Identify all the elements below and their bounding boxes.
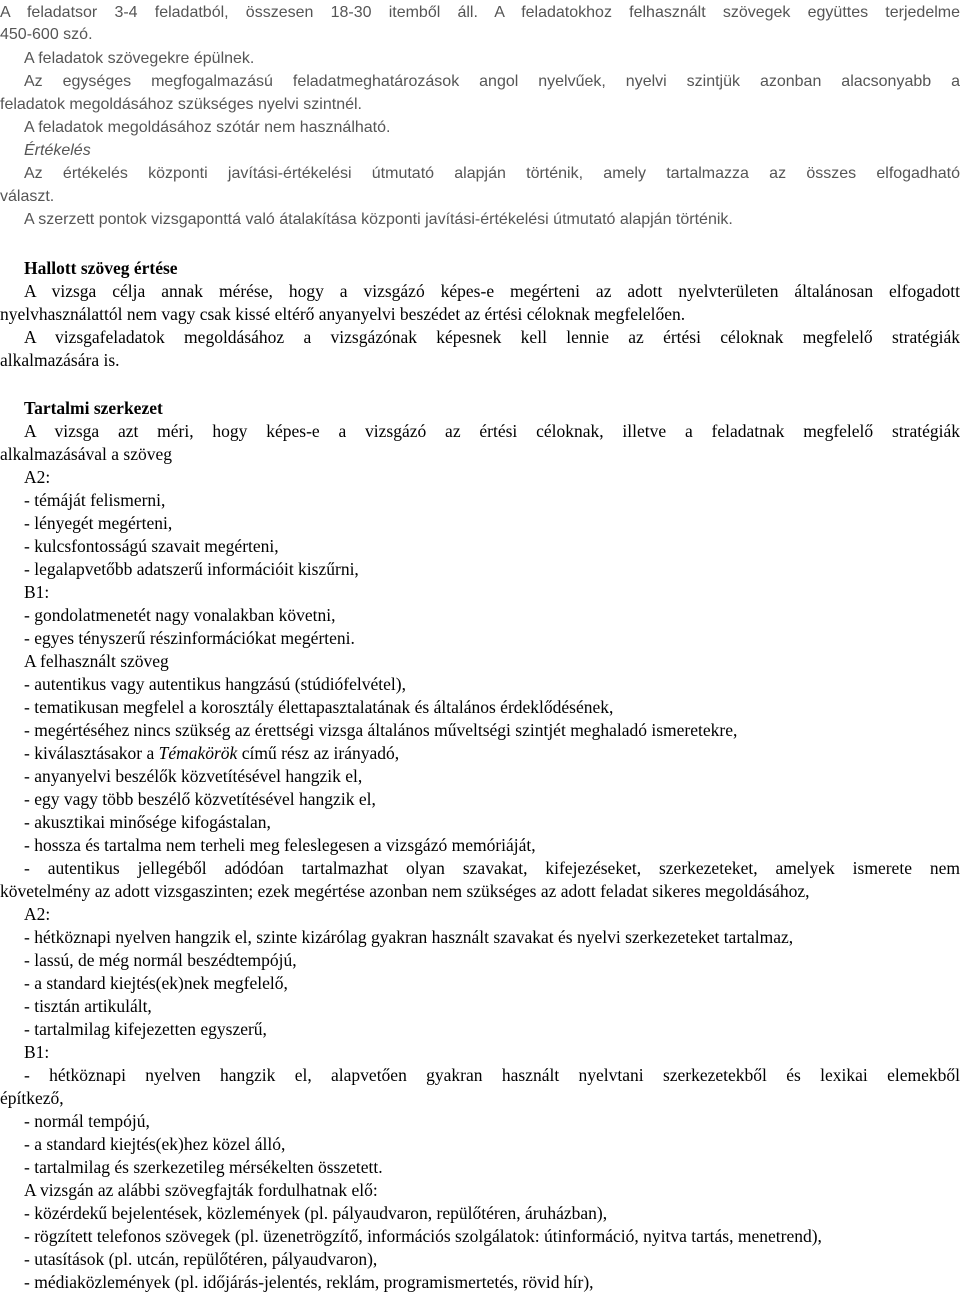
list-item: - normál tempójú, xyxy=(24,1111,150,1131)
list-item: - hétköznapi nyelven hangzik el, alapvetően gyakran használt nyelvtani szerkezetekből és lexikai elemekből xyxy=(24,1065,960,1085)
list-item-kivalasztas xyxy=(0,742,960,764)
level-b1-label: B1: xyxy=(24,582,50,602)
level-a2-label: A2: xyxy=(24,467,51,487)
list-item: - rögzített telefonos szövegek (pl. üzenetrögzítő, információs szolgálatok: útinformáció, nyitva tartás, menetrend), xyxy=(24,1226,822,1246)
level-a2-label: A2: xyxy=(24,904,51,924)
list-item: - tartalmilag kifejezetten egyszerű, xyxy=(24,1019,267,1039)
list-item: - autentikus jellegéből adódóan tartalmazhat olyan szavakat, kifejezéseket, szerkezeteket, amelyek ismerete nem xyxy=(24,858,960,878)
list-item: - a standard kiejtés(ek)hez közel álló, xyxy=(24,1134,286,1154)
list-item: - akusztikai minősége kifogástalan, xyxy=(24,812,271,832)
list-item: - megértéséhez nincs szükség az érettségi vizsga általános műveltségi szintjét meghaladó ismeretekre, xyxy=(24,720,738,740)
list-item: - témáját felismerni, xyxy=(24,490,166,510)
list-item-continued: követelmény az adott vizsgaszinten; ezek megértése azonban nem szükséges az adott feladat sikeres megoldásához, xyxy=(0,881,810,901)
ertekeles-heading: Értékelés xyxy=(24,142,91,159)
list-item: - tisztán artikulált, xyxy=(24,996,152,1016)
hallott-line-3: A vizsgafeladatok megoldásához a vizsgázónak képesnek kell lennie az értési céloknak megfelelő stratégiák xyxy=(24,327,960,347)
temakorok-emphasis: Témakörök xyxy=(158,743,238,763)
list-item: - a standard kiejtés(ek)nek megfelelő, xyxy=(24,973,288,993)
ertekeles-line-1: Az értékelés központi javítási-értékelési útmutató alapján történik, amely tartalmazza az összes elfogadható xyxy=(24,165,960,182)
list-item: - médiaközlemények (pl. időjárás-jelentés, reklám, programismertetés, rövid hír), xyxy=(24,1272,594,1292)
intro-line-6: A feladatok megoldásához szótár nem használható. xyxy=(24,119,391,136)
list-item: - anyanyelvi beszélők közvetítésével hangzik el, xyxy=(24,766,363,786)
list-item: - egy vagy több beszélő közvetítésével hangzik el, xyxy=(24,789,376,809)
level-b1-label: B1: xyxy=(24,1042,50,1062)
list-item: - egyes tényszerű részinformációkat megérteni. xyxy=(24,628,355,648)
list-item: - lényegét megérteni, xyxy=(24,513,173,533)
szovegfajtak-label: A vizsgán az alábbi szövegfajták fordulhatnak elő: xyxy=(24,1180,378,1200)
tartalmi-heading: Tartalmi szerkezet xyxy=(24,398,163,418)
list-item: - tematikusan megfelel a korosztály élettapasztalatának és általános érdeklődésének, xyxy=(24,697,614,717)
list-item: - legalapvetőbb adatszerű információit kiszűrni, xyxy=(24,559,359,579)
intro-line-4: Az egységes megfogalmazású feladatmeghatározások angol nyelvűek, nyelvi szintjük azonban alacsonyabb a xyxy=(24,73,960,90)
hallott-line-4: alkalmazására is. xyxy=(0,350,120,370)
ertekeles-line-2: választ. xyxy=(0,188,55,205)
ertekeles-line-3: A szerzett pontok vizsgaponttá való átalakítása központi javítási-értékelési útmutató alapján történik. xyxy=(24,211,733,228)
list-item: - tartalmilag és szerkezetileg mérsékelten összetett. xyxy=(24,1157,383,1177)
list-item: - lassú, de még normál beszédtempójú, xyxy=(24,950,297,970)
list-item: - kulcsfontosságú szavait megérteni, xyxy=(24,536,279,556)
list-item: - hétköznapi nyelven hangzik el, szinte kizárólag gyakran használt szavakat és nyelvi szerkezeteket tartalmaz, xyxy=(24,927,794,947)
list-item: - gondolatmenetét nagy vonalakban követni, xyxy=(24,605,336,625)
intro-line-3: A feladatok szövegekre épülnek. xyxy=(24,50,255,67)
felhasznalt-szoveg-label: A felhasznált szöveg xyxy=(24,651,169,671)
list-item-continued: építkező, xyxy=(0,1088,64,1108)
hallott-heading: Hallott szöveg értése xyxy=(24,258,178,278)
hallott-line-2: nyelvhasználattól nem vagy csak kissé eltérő anyanyelvi beszédet az értési céloknak megfelelően. xyxy=(0,304,686,324)
kivalasztas-after: című rész az irányadó, xyxy=(237,743,400,763)
kivalasztas-before: - kiválasztásakor a xyxy=(24,743,159,763)
list-item: - hossza és tartalma nem terheli meg feleslegesen a vizsgázó memóriáját, xyxy=(24,835,536,855)
intro-line-1: A feladatsor 3-4 feladatból, összesen 18-30 itemből áll. A feladatokhoz felhasznált szövegek együttes terjedelme xyxy=(0,4,960,21)
list-item: - utasítások (pl. utcán, repülőtéren, pályaudvaron), xyxy=(24,1249,378,1269)
intro-line-5: feladatok megoldásához szükséges nyelvi szintnél. xyxy=(0,96,362,113)
list-item: - autentikus vagy autentikus hangzású (stúdiófelvétel), xyxy=(24,674,406,694)
tartalmi-line-2: alkalmazásával a szöveg xyxy=(0,444,172,464)
tartalmi-line-1: A vizsga azt méri, hogy képes-e a vizsgázó az értési céloknak, illetve a feladatnak megfelelő stratégiák xyxy=(24,421,960,441)
list-item: - közérdekű bejelentések, közlemények (pl. pályaudvaron, repülőtéren, áruházban), xyxy=(24,1203,608,1223)
intro-line-2: 450-600 szó. xyxy=(0,26,93,43)
hallott-line-1: A vizsga célja annak mérése, hogy a vizsgázó képes-e megérteni az adott nyelvterületen általánosan elfogadott xyxy=(24,281,960,301)
